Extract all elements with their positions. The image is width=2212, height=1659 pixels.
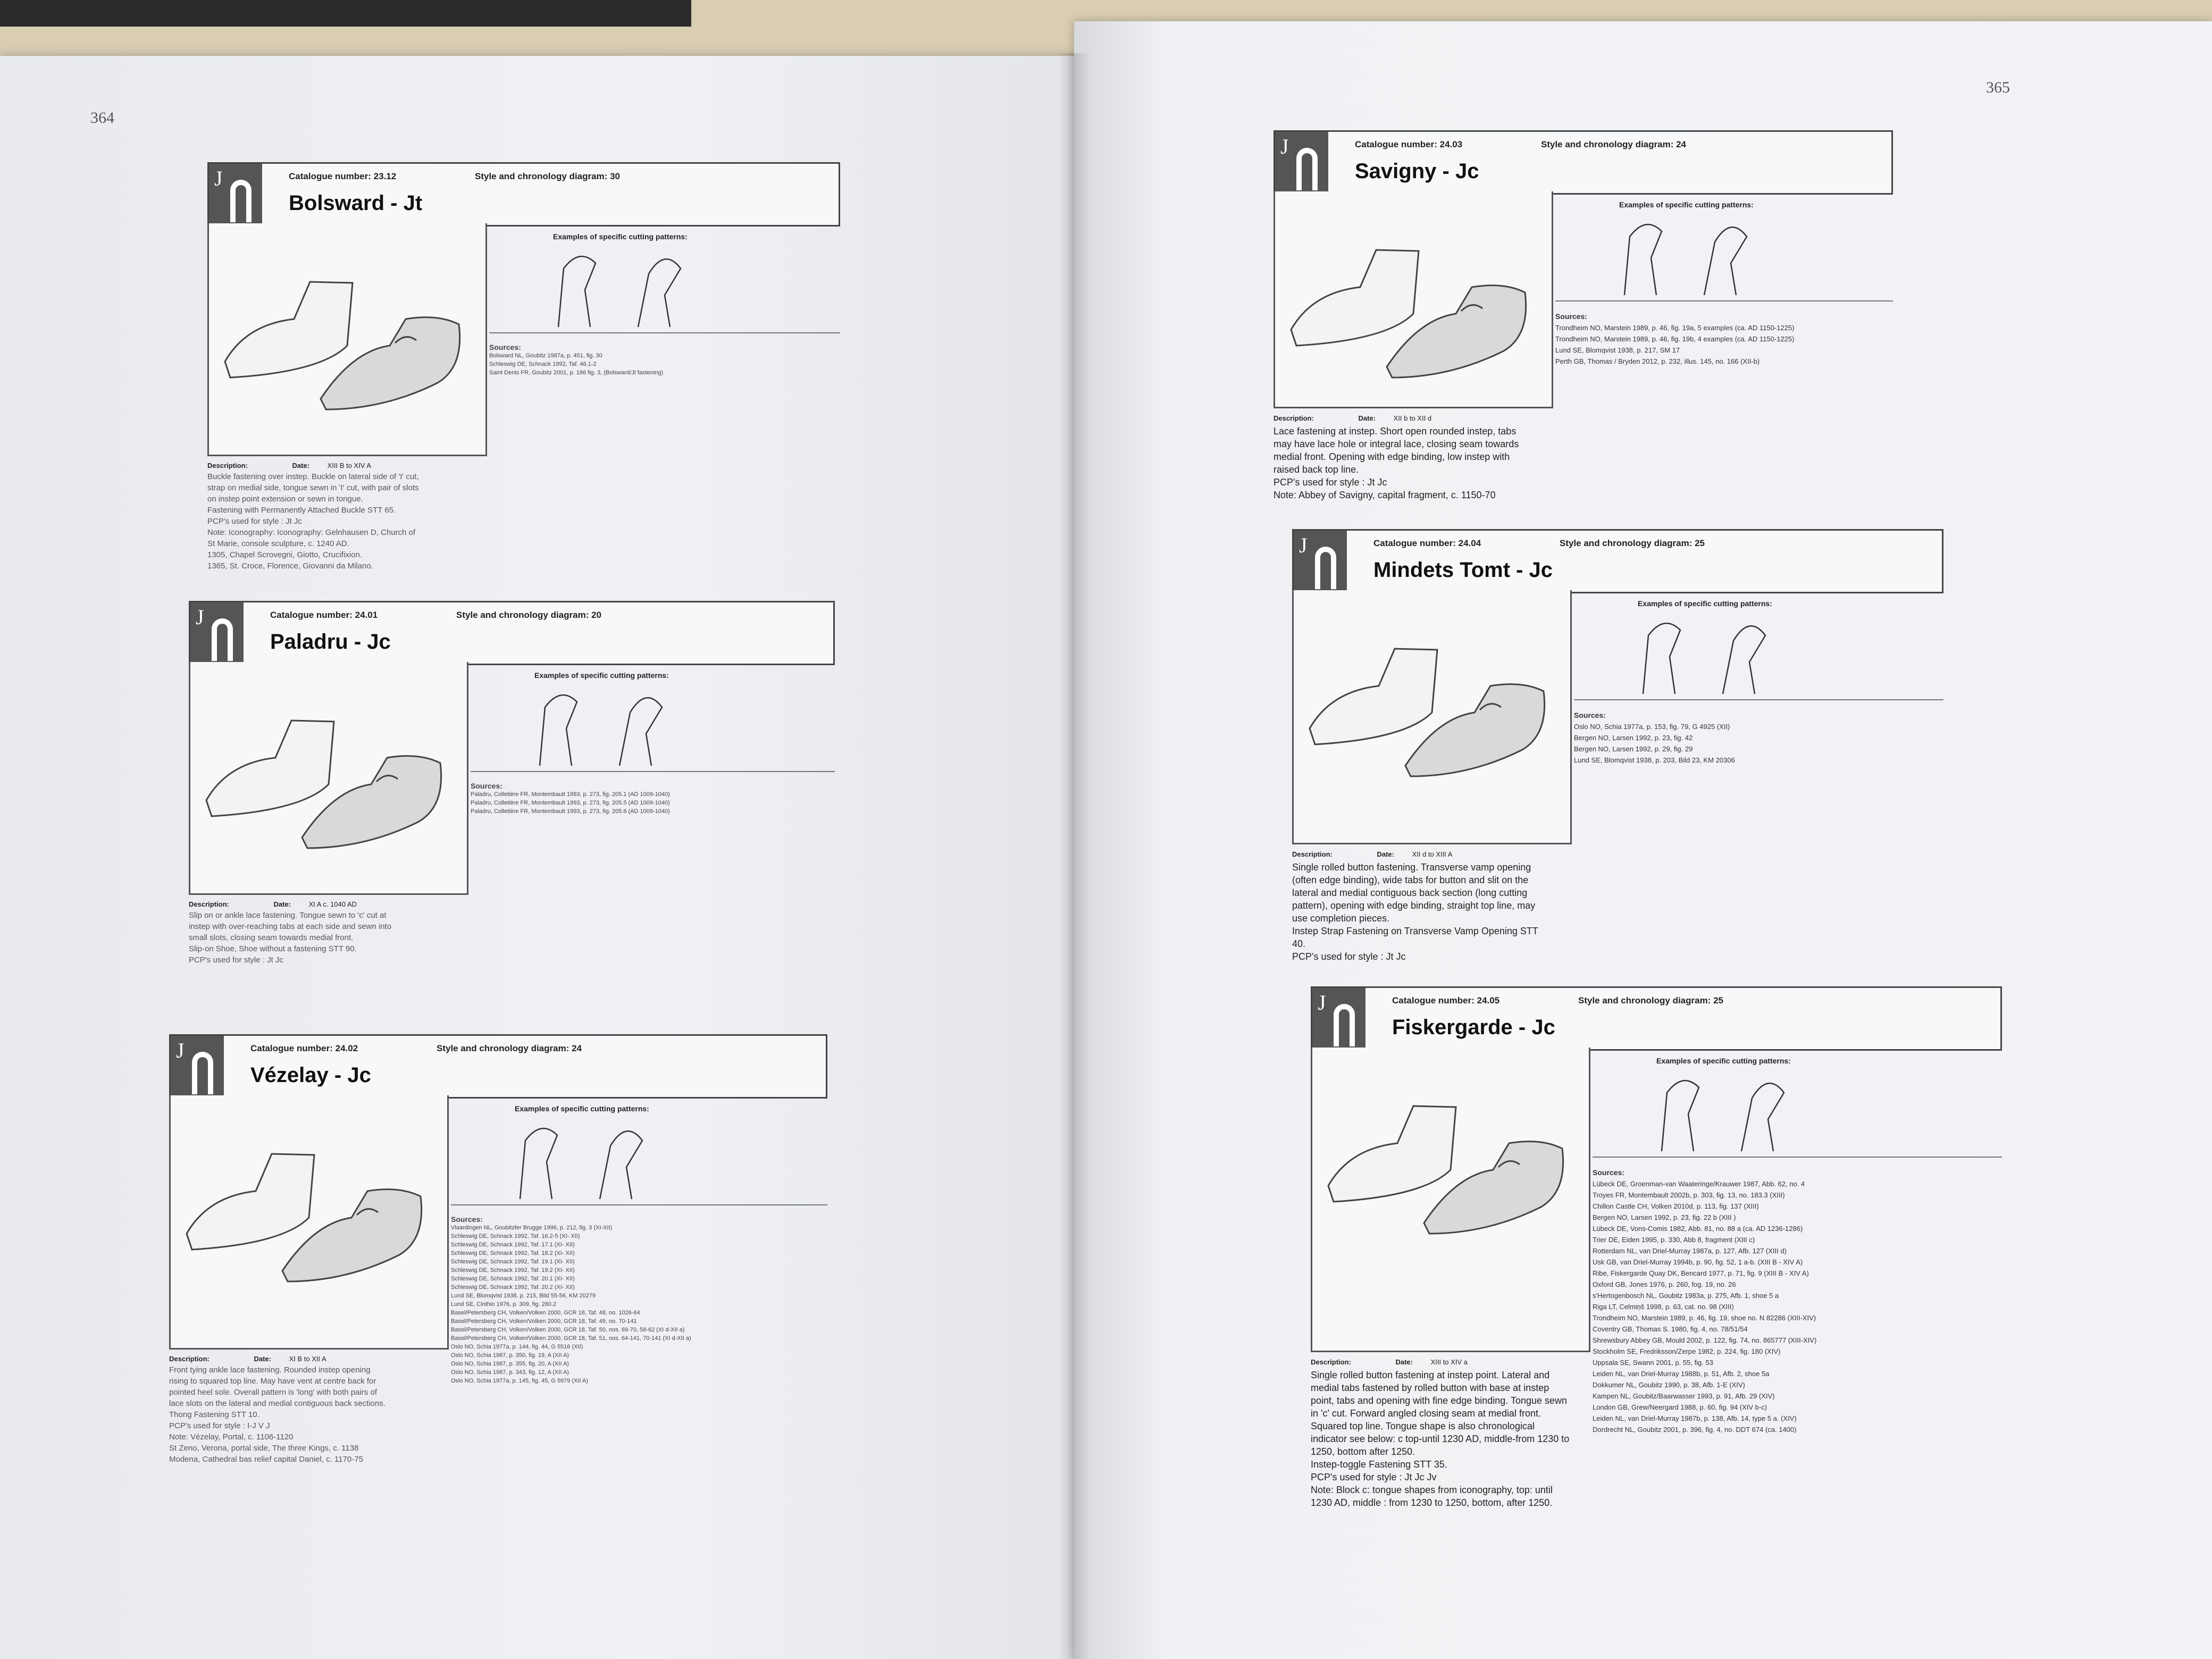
style-name: Mindets Tomt - Jc [1373,558,1553,582]
sources-title: Sources: [471,782,502,790]
source-line: Chillon Castle CH, Volken 2010d, p. 113, fig. 137 (XIII) [1593,1202,1759,1210]
cutting-patterns [1555,194,1893,301]
description-line: PCP's used for style : Jt Jc [207,517,302,526]
source-line: Oxford GB, Jones 1976, p. 260, fog. 19, no. 26 [1593,1280,1736,1288]
source-line: Paladru, Colletière FR, Montembault 1993, p. 273, fig. 205.1 (AD 1009-1040) [471,791,670,798]
book-gutter [1058,53,1090,1659]
sources-title: Sources: [489,343,521,351]
sources-list [489,343,663,377]
catalogue-number: Catalogue number: 24.04 [1373,538,1481,548]
description-line: Modena, Cathedral bas relief capital Daniel, c. 1170-75 [169,1455,363,1464]
description-line: Note: Abbey of Savigny, capital fragment, c. 1150-70 [1273,490,1496,500]
description-header [1311,1356,1569,1369]
description-line: Note: Vézelay, Portal, c. 1106-1120 [169,1432,294,1442]
description-line: 40. [1292,939,1306,949]
source-line: Schleswig DE, Schnack 1992, Taf. 20.1 (XI- XII) [451,1276,575,1282]
source-line: Lund SE, Cinthio 1976, p. 309, fig. 280.2 [451,1301,557,1308]
source-line: Oslo NO, Schia 1977a, p. 145, fig. 45, G 5979 (XII A) [451,1378,589,1384]
source-line: Basel/Petersberg CH, Volken/Volken 2000, GCR 18, Taf. 49, no. 70-141 [451,1318,637,1325]
source-line: Trondheim NO, Marstein 1989, p. 46, fig. 19a, 5 examples (ca. AD 1150-1225) [1555,324,1795,332]
shoe-drawing-icon [196,683,462,864]
catalogue-entry [1273,130,1893,582]
description-line: Instep Strap Fastening on Transverse Vamp Opening STT [1292,926,1538,936]
source-line: Shrewsbury Abbey GB, Mould 2002, p. 122, fig. 74, no. 865777 (XIII-XIV) [1593,1336,1817,1344]
catalogue-number: Catalogue number: 24.01 [270,610,378,620]
style-diagram: Style and chronology diagram: 25 [1560,538,1705,548]
source-line: Lund SE, Blomqvist 1938, p. 217, SM 17 [1555,346,1680,354]
source-line: Saint Denis FR, Goubitz 2001, p. 186 fig. 3, (Bolsward/Jt fastening) [489,370,664,376]
date-value: XII d to XIII A [1412,850,1453,858]
description-line: Front tying ankle lace fastening. Rounded instep opening [169,1365,371,1375]
sources-title: Sources: [1574,711,1606,719]
source-line: Lund SE, Blomqvist 1938, p. 215, Bild 55-56, KM 20279 [451,1293,596,1299]
entry-header [169,1034,827,1099]
source-line: Trondheim NO, Marstein 1989, p. 46, fig. 19, shoe no. N 82286 (XIII-XIV) [1593,1314,1816,1322]
description-line: pointed heel sole. Overall pattern is 'long' with both pairs of [169,1388,377,1397]
entry-header [1311,986,2002,1051]
description-line: St Marie, console sculpture, c. 1240 AD. [207,539,349,548]
style-diagram: Style and chronology diagram: 20 [456,610,602,620]
description-header [1292,848,1538,861]
source-line: Troyes FR, Montembault 2002b, p. 303, fig. 13, no. 183.3 (XIII) [1593,1191,1785,1199]
description-block [189,899,391,966]
style-diagram: Style and chronology diagram: 30 [475,171,621,181]
source-line: Dordrecht NL, Goubitz 2001, p. 396, fig. 4, no. DDT 674 (ca. 1400) [1593,1426,1797,1434]
description-label: Description: [1292,850,1333,858]
description-block [1292,848,1538,963]
date-value: XI A c. 1040 AD [308,900,357,908]
source-line: Schleswig DE, Schnack 1992, Taf. 19.1 (XI- XII) [451,1259,575,1265]
description-line: Instep-toggle Fastening STT 35. [1311,1459,1447,1470]
description-line: Buckle fastening over instep. Buckle on lateral side of 'I' cut, [207,472,419,481]
description-line: Lace fastening at instep. Short open rounded instep, tabs [1273,426,1516,437]
source-line: Schleswig DE, Schnack 1992, Taf. 20.2 (XI- XII) [451,1284,575,1291]
cutting-patterns-label: Examples of specific cutting patterns: [515,1104,649,1113]
description-label: Description: [189,900,229,908]
shoe-illustration-box [1311,1048,1590,1352]
shoe-drawing-icon [1280,213,1546,393]
source-line: Uppsala SE, Swann 2001, p. 55, fig. 53 [1593,1359,1713,1367]
style-diagram: Style and chronology diagram: 24 [437,1043,582,1053]
source-line: Dokkumer NL, Goubitz 1990, p. 38, Afb. 1-E (XIV) [1593,1381,1745,1389]
pattern-drawing-icon [548,247,707,332]
source-line: Ribe, Fiskergarde Quay DK, Bencard 1977, p. 71, fig. 9 (XIII B - XIV A) [1593,1269,1809,1277]
date-label: Date: [292,462,309,470]
source-line: Lübeck DE, Groenman-van Waateringe/Krauwer 1987, Abb. 62, no. 4 [1593,1180,1805,1188]
catalogue-entry [1311,986,2002,1526]
description-line: pattern), opening with edge binding, straight top line, may [1292,900,1536,911]
source-line: Coventry GB, Thomas S. 1980, fig. 4, no. 78/51/54 [1593,1325,1748,1333]
description-line: Squared top line. Tongue shape is also chronological [1311,1421,1535,1431]
description-line: Note: Iconography: Iconography: Gelnhausen D, Church of [207,528,416,537]
description-line: indicator see below: c top-until 1230 AD, middle-from 1230 to [1311,1434,1570,1444]
source-line: Rotterdam NL, van Driel-Murray 1987a, p. 127, Afb. 127 (XIII d) [1593,1247,1787,1255]
cutting-patterns-label: Examples of specific cutting patterns: [1656,1057,1791,1065]
description-line: in 'c' cut. Forward angled closing seam at medial front. [1311,1408,1541,1419]
shoe-illustration-box [207,223,487,456]
description-line: rising to squared top line. May have vent at centre back for [169,1377,376,1386]
entry-header [1273,130,1893,195]
sources-list [471,782,670,816]
source-line: Schleswig DE, Schnack 1992, Taf. 17.1 (XI- XII) [451,1242,575,1248]
catalogue-number: Catalogue number: 23.12 [289,171,397,181]
date-label: Date: [1395,1358,1413,1366]
catalogue-number: Catalogue number: 24.02 [250,1043,358,1053]
sources-list [1593,1167,1816,1435]
description-line: 1365, St. Croce, Florence, Giovanni da Milano. [207,562,373,571]
source-line: Oslo NO, Schia 1987, p. 343, fig. 12, A (XII A) [451,1369,569,1376]
shoe-illustration-box [189,662,468,895]
description-line: St Zeno, Verona, portal side, The three Kings, c. 1138 [169,1444,359,1453]
date-label: Date: [273,900,291,908]
description-header [1273,412,1519,425]
entry-header [1292,529,1943,593]
style-logo-icon: J [209,164,262,225]
description-line: Slip-on Shoe, Shoe without a fastening STT 90. [189,944,357,953]
catalogue-entry [1292,529,1943,1018]
style-logo-icon: J [1275,132,1328,193]
style-logo-icon: J [190,602,244,664]
page-number-left: 364 [90,109,114,127]
pattern-drawing-icon [1614,215,1773,300]
description-line: lace slots on the lateral and medial contiguous back sections. [169,1399,386,1408]
description-label: Description: [1273,414,1314,422]
description-line: Note: Block c: tongue shapes from iconography, top: until [1311,1485,1553,1495]
source-line: Bergen NO, Larsen 1992, p. 23, fig. 42 [1574,734,1693,742]
cutting-patterns [489,226,840,333]
pattern-drawing-icon [529,686,689,771]
description-line: Fastening with Permanently Attached Buckle STT 65. [207,506,396,515]
description-line: 1250, bottom after 1250. [1311,1446,1415,1457]
source-line: Paladru, Colletière FR, Montembault 1993, p. 273, fig. 205.5 (AD 1009-1040) [471,800,670,806]
sources-list [451,1215,691,1385]
description-line: small slots, closing seam towards medial front. [189,933,354,942]
style-name: Paladru - Jc [270,630,391,653]
date-label: Date: [1377,850,1394,858]
source-line: Schleswig DE, Schnack 1992, Taf. 18.2 (XI- XII) [451,1250,575,1256]
description-line: point, tabs and opening with fine edge binding. Tongue sewn [1311,1395,1568,1406]
sources-title: Sources: [451,1215,483,1224]
description-line: lateral and medial contiguous back section (long cutting [1292,887,1528,898]
catalogue-entry [169,1034,827,1523]
entry-header [189,601,835,665]
description-line: instep with over-reaching tabs at each side and sewn into [189,922,392,931]
date-label: Date: [254,1355,271,1363]
source-line: Oslo NO, Schia 1977a, p. 153, fig. 79, G 4925 (XII) [1574,723,1730,731]
description-line: PCP's used for style : Jt Jc [1273,477,1387,488]
source-line: Oslo NO, Schia 1977a, p. 144, fig. 44, G 5516 (XII) [451,1344,583,1350]
source-line: Bergen NO, Larsen 1992, p. 29, fig. 29 [1574,745,1693,753]
description-line: use completion pieces. [1292,913,1390,924]
style-diagram: Style and chronology diagram: 24 [1541,139,1687,149]
source-line: Lund SE, Blomqvist 1938, p. 203, Bild 23, KM 20306 [1574,756,1735,764]
source-line: Schleswig DE, Schnack 1992, Taf. 16.2-5 (XI- XII) [451,1233,580,1239]
description-line: medial front. Opening with edge binding, low instep with [1273,451,1510,462]
page-number-right: 365 [1986,79,2010,96]
source-line: London GB, Grew/Neergard 1988, p. 60, fig. 94 (XIV b-c) [1593,1403,1767,1411]
style-name: Fiskergarde - Jc [1392,1016,1555,1039]
description-line: Slip on or ankle lace fastening. Tongue sewn to 'c' cut at [189,911,387,920]
catalogue-entry [189,601,835,1069]
laptop-edge [0,0,691,27]
source-line: Basel/Petersberg CH, Volken/Volken 2000, GCR 18, Taf. 50, nos. 69-70, 58-62 (XI d-XII a) [451,1327,685,1333]
cutting-patterns-label: Examples of specific cutting patterns: [553,232,688,241]
source-line: Basel/Petersberg CH, Volken/Volken 2000, GCR 18, Taf. 51, nos. 64-141, 70-141 (XI d-XII a) [451,1335,691,1342]
style-name: Vézelay - Jc [250,1063,371,1087]
sources-title: Sources: [1593,1168,1624,1177]
shoe-illustration-box [1292,590,1572,844]
catalogue-number: Catalogue number: 24.03 [1355,139,1463,149]
cutting-patterns-label: Examples of specific cutting patterns: [1619,200,1754,209]
description-line: PCP's used for style : Jt Jc [189,956,283,965]
style-name: Savigny - Jc [1355,160,1479,183]
cutting-patterns [1574,593,1943,700]
source-line: Kampen NL, Goubitz/Baarwasser 1993, p. 91, Afb. 29 (XIV) [1593,1392,1775,1400]
description-block [207,460,419,572]
date-value: XII b to XII d [1393,414,1432,422]
description-line: medial tabs fastened by rolled button with base at instep [1311,1382,1549,1393]
source-line: Trondheim NO, Marstein 1989, p. 46, fig. 19b, 4 examples (ca. AD 1150-1225) [1555,335,1795,343]
source-line: Basel/Petersberg CH, Volken/Volken 2000, GCR 18, Taf. 48, no. 1026-64 [451,1310,640,1316]
description-line: 1305, Chapel Scrovegni, Giotto, Crucifixion. [207,550,362,559]
description-line: PCP's used for style : Jt Jc [1292,951,1406,962]
description-line: (often edge binding), wide tabs for button and slit on the [1292,875,1529,885]
description-line: raised back top line. [1273,464,1359,475]
pattern-drawing-icon [509,1119,669,1204]
source-line: Bergen NO, Larsen 1992, p. 23, fig. 22 b (XIII ) [1593,1213,1736,1221]
date-value: XIII B to XIV A [327,462,371,470]
style-name: Bolsward - Jt [289,191,423,215]
shoe-drawing-icon [214,245,480,425]
style-logo-icon: J [1294,531,1347,592]
cutting-patterns [451,1098,827,1205]
shoe-drawing-icon [176,1117,442,1297]
source-line: Usk GB, van Driel-Murray 1994b, p. 90, fig. 52, 1 a-b. (XIII B - XIV A) [1593,1258,1803,1266]
date-value: XIII to XIV a [1430,1358,1468,1366]
source-line: Oslo NO, Schia 1987, p. 350, fig. 19, A (XII A) [451,1352,569,1359]
sources-list [1574,710,1735,766]
source-line: Perth GB, Thomas / Bryden 2012, p. 232, illus. 145, no. 166 (XII-b) [1555,357,1760,365]
catalogue-entry [207,162,840,630]
description-line: Thong Fastening STT 10. [169,1410,259,1419]
description-line: Single rolled button fastening. Transverse vamp opening [1292,862,1531,873]
description-line: Single rolled button fastening at instep point. Lateral and [1311,1370,1550,1380]
source-line: Leiden NL, van Driel-Murray 1988b, p. 51, Afb. 2, shoe 5a [1593,1370,1770,1378]
source-line: Schleswig DE, Schnack 1992, Taf. 46.1-2 [489,361,597,367]
shoe-drawing-icon [1318,1069,1583,1250]
cutting-patterns [471,665,835,772]
style-logo-icon: J [171,1036,224,1097]
description-block [169,1353,386,1465]
description-line: may have lace hole or integral lace, closing seam towards [1273,439,1519,449]
cutting-patterns [1593,1050,2002,1158]
description-line: 1230 AD, middle : from 1230 to 1250, bottom, after 1250. [1311,1497,1553,1508]
cutting-patterns-label: Examples of specific cutting patterns: [534,671,669,680]
description-line: PCP's used for style : Jt Jc Jv [1311,1472,1437,1482]
sources-list [1555,311,1794,367]
source-line: Oslo NO, Schia 1987, p. 355, fig. 20, A (XII A) [451,1361,569,1367]
description-label: Description: [1311,1358,1351,1366]
description-block [1311,1356,1569,1509]
style-logo-icon: J [1312,988,1365,1049]
source-line: Schleswig DE, Schnack 1992, Taf. 19.2 (XI- XII) [451,1267,575,1273]
description-label: Description: [207,462,248,470]
description-header [207,460,419,471]
date-label: Date: [1358,414,1376,422]
description-header [189,899,391,910]
cutting-patterns-label: Examples of specific cutting patterns: [1638,599,1772,608]
shoe-drawing-icon [1299,611,1565,792]
source-line: Paladru, Colletière FR, Montembault 1993, p. 273, fig. 205.6 (AD 1009-1040) [471,808,670,815]
description-label: Description: [169,1355,210,1363]
description-header [169,1353,386,1364]
sources-title: Sources: [1555,312,1587,321]
shoe-illustration-box [1273,191,1553,408]
style-diagram: Style and chronology diagram: 25 [1578,995,1724,1006]
description-block [1273,412,1519,501]
description-line: on instep point extension or sewn in tongue. [207,495,363,504]
source-line: Stockholm SE, Fredriksson/Zerpe 1982, p. 224, fig. 180 (XIV) [1593,1347,1781,1355]
source-line: Riga LT, Celmiņš 1998, p. 63, cat. no. 98 (XIII) [1593,1303,1734,1311]
source-line: Leiden NL, van Driel-Murray 1987b, p. 138, Afb. 14, type 5 a. (XIV) [1593,1414,1797,1422]
entry-header [207,162,840,227]
catalogue-number: Catalogue number: 24.05 [1392,995,1500,1006]
source-line: Trier DE, Eiden 1995, p. 330, Abb 8, fragment (XIII c) [1593,1236,1755,1244]
source-line: s'Hertogenbosch NL, Goubitz 1983a, p. 275, Afb. 1, shoe 5 a [1593,1292,1779,1300]
shoe-illustration-box [169,1095,449,1350]
source-line: Vlaardingen NL, Goubitzfer Brugge 1996, p. 212, fig. 3 (XI-XII) [451,1225,613,1231]
date-value: XI B to XII A [289,1355,326,1363]
source-line: Lübeck DE, Vons-Comis 1982, Abb. 81, no. 88 a (ca. AD 1236-1286) [1593,1225,1803,1233]
source-line: Bolsward NL, Goubitz 1987a, p. 451, fig. 30 [489,353,602,359]
pattern-drawing-icon [1651,1071,1811,1157]
description-line: strap on medial side, tongue sewn in 'I' cut, with pair of slots [207,483,419,492]
pattern-drawing-icon [1632,614,1792,699]
description-line: PCP's used for style : I-J V J [169,1421,270,1430]
